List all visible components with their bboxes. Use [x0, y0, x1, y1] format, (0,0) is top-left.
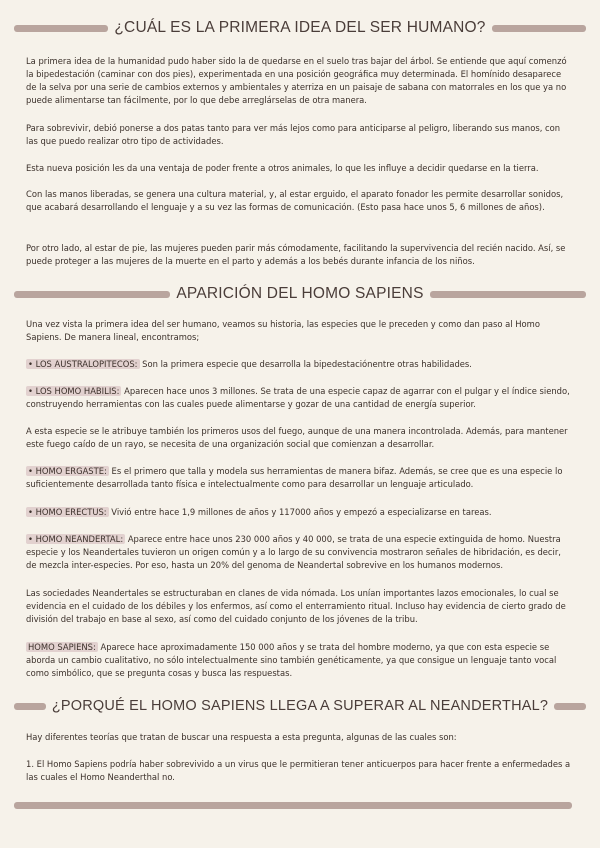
paragraph-homo-habilis [26, 385, 574, 411]
species-label: • HOMO ERECTUS: [28, 507, 107, 517]
paragraph-intro-species: Una vez vista la primera idea del ser humano, veamos su historia, las especies que le preceden y como dan paso al Homo Sapiens. De manera lineal, encontramos; [26, 319, 540, 342]
species-text: Son la primera especie que desarrolla la bipedestaciónentre otras habilidades. [139, 359, 472, 369]
paragraph-birth: Por otro lado, al estar de pie, las mujeres pueden parir más cómodamente, facilitando la supervivencia del recién nacido. Así, se puede proteger a las mujeres de la muerte en el parto y además a los bebés durante infancia de los niños. [26, 243, 566, 266]
paragraph-advantage: Esta nueva posición les da una ventaja de poder frente a otros animales, lo que les influye a decidir quedarse en la tierra. [26, 163, 539, 173]
paragraph-fire: A esta especie se le atribuye también los primeros usos del fuego, aunque de una manera incontrolada. Además, para mantener este fuego caído de un rayo, se necesita de una organización social que comienzan a desarrollar. [26, 426, 568, 449]
list-item-theory-1: 1. El Homo Sapiens podría haber sobrevivido a un virus que le permitieran tener anticuerpos para hacer frente a enfermedades a las cuales el Homo Neanderthal no. [26, 759, 571, 782]
paragraph-neandertal-society: Las sociedades Neandertales se estructuraban en clanes de vida nómada. Los unían importantes lazos emocionales, lo cual se evidencia en el cuidado de los débiles y los enfermos, así como el enterramiento ritual. Incluso hay evidencia de cierto grado de división del trabajo en base al sexo, así como del cuidado conjunto de los jóvenes de la tribu. [26, 588, 566, 624]
section-heading-1 [14, 16, 586, 40]
species-label: • LOS HOMO HABILIS: [28, 386, 120, 396]
paragraph-language: Con las manos liberadas, se genera una cultura material, y, al estar erguido, el aparato fonador les permite desarrollar sonidos, que acabará desarrollando el lenguaje y a su vez las formas de comunicación. (Esto pasa hace unos 5, 6 millones de años). [26, 189, 564, 212]
species-label: HOMO SAPIENS: [28, 642, 96, 652]
heading-bar-right [430, 291, 586, 298]
footer-divider [14, 802, 572, 809]
heading-bar-right [492, 25, 586, 32]
heading-title-3: ¿PORQUÉ EL HOMO SAPIENS LLEGA A SUPERAR AL NEANDERTHAL? [51, 698, 549, 714]
paragraph-australopitecos [26, 358, 574, 371]
species-label: • HOMO ERGASTE: [28, 466, 107, 476]
paragraph-first-idea: La primera idea de la humanidad pudo haber sido la de quedarse en el suelo tras bajar del árbol. Se entiende que aquí comenzó la bipedestación (caminar con dos pies), experimentada en una posición geográfica muy determinada. El homínido desaparece de la selva por una serie de cambios externos y ambientales y aterriza en un paisaje de sabana con matorrales en los que ya no puede alimentarse tan fácilmente, por lo que debe arreglárselas de otra manera. [26, 56, 567, 105]
heading-bar-left [14, 703, 46, 710]
paragraph-theories-intro: Hay diferentes teorías que tratan de buscar una respuesta a esta pregunta, algunas de las cuales son: [26, 732, 457, 742]
species-label: • HOMO NEANDERTAL: [28, 534, 124, 544]
paragraph-homo-ergaste [26, 465, 574, 491]
paragraph-homo-neandertal [26, 533, 574, 572]
heading-title-2: APARICIÓN DEL HOMO SAPIENS [176, 285, 424, 302]
species-label: • LOS AUSTRALOPITECOS: [28, 359, 138, 369]
section-heading-3 [14, 694, 586, 718]
species-text: Es el primero que talla y modela sus herramientas de manera bifaz. Además, se cree que es una especie lo suficientemente desarrollada tanto física e intelectualmente como para desarrollar un lenguaje articulado. [26, 466, 563, 489]
species-text: Aparece entre hace unos 230 000 años y 40 000, se trata de una especie extinguida de homo. Nuestra especie y los Neandertales tuvieron un origen común y a lo largo de su convivencia mostraron señales de hibridación, es decir, de mezcla inter-especies. Por eso, hasta un 20% del genoma de Neandertal sobrevive en los humanos modernos. [26, 534, 561, 570]
paragraph-homo-erectus [26, 506, 574, 519]
paragraph-homo-sapiens [26, 641, 574, 680]
species-text: Vivió entre hace 1,9 millones de años y 117000 años y empezó a especializarse en tareas. [108, 507, 492, 517]
species-text: Aparece hace aproximadamente 150 000 años y se trata del hombre moderno, ya que con esta especie se aborda un cambio cualitativo, no sólo intelectualmente sino también genéticamente, ya que consigue un lenguaje tanto vocal como simbólico, que se pregunta cosas y busca las respuestas. [26, 642, 557, 678]
species-text: Aparecen hace unos 3 millones. Se trata de una especie capaz de agarrar con el pulgar y el índice siendo, construyendo herramientas con las cuales puede alimentarse y gozar de una cantidad de energía superior. [26, 386, 570, 409]
heading-bar-right [554, 703, 586, 710]
section-heading-2 [14, 282, 586, 306]
heading-bar-left [14, 25, 108, 32]
paragraph-survival: Para sobrevivir, debió ponerse a dos patas tanto para ver más lejos como para anticiparse al peligro, liberando sus manos, con las que puedo realizar otro tipo de actividades. [26, 123, 561, 146]
heading-bar-left [14, 291, 170, 298]
heading-title-1: ¿CUÁL ES LA PRIMERA IDEA DEL SER HUMANO? [114, 19, 486, 36]
